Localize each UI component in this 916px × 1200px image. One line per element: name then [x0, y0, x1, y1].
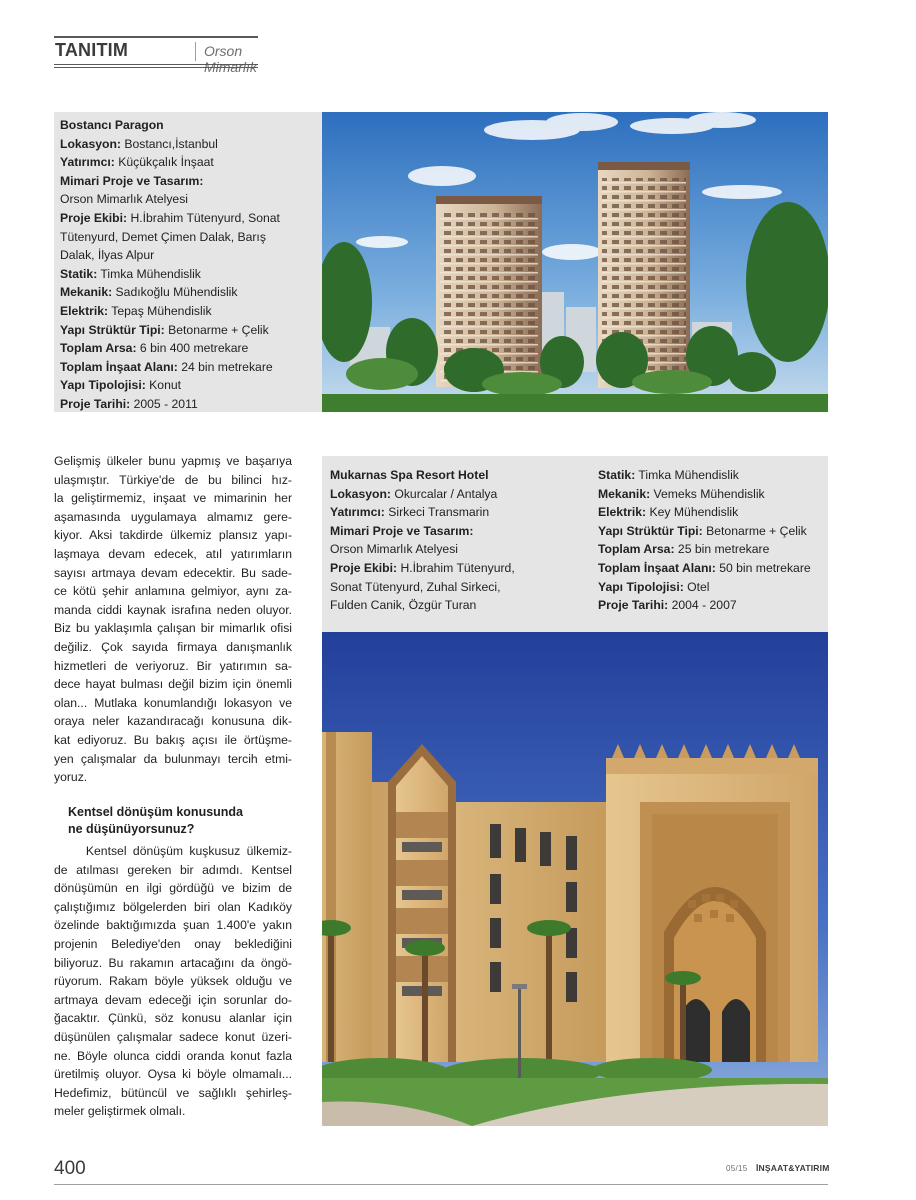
info-row [60, 395, 322, 414]
info-value: Tepaş Mühendislik [108, 303, 212, 318]
info-value: Key Mühendislik [646, 505, 739, 520]
info-label: Toplam Arsa: [598, 542, 675, 557]
magazine-name: İNŞAAT&YATIRIM [756, 1163, 830, 1173]
header-bottom-rule [54, 64, 258, 65]
text-line: kat ediyoruz. Bu bakış açısı ile örtüşme- [54, 732, 292, 747]
info-row [598, 596, 811, 615]
text-line: dönüşümün en ilgi gördüğü ve bizim de [54, 881, 292, 896]
info-label: Yapı Tipolojisi: [60, 378, 146, 393]
text-line: özelinde baktığımızda şuan 1.400'e yakın [54, 918, 292, 933]
text-line: meler geliştirmek olmalı. [54, 1104, 186, 1119]
info-value: 24 bin metrekare [177, 359, 273, 374]
interview-question [68, 804, 243, 838]
page-number: 400 [54, 1158, 86, 1179]
info-label: Toplam Arsa: [60, 341, 137, 356]
text-line: olan... Mutlaka konumlandığı lokasyon ve [54, 695, 292, 710]
info-label: Mimari Proje ve Tasarım: [330, 523, 474, 538]
text-line: sayısı artmaya devam edecektir. Bu sade- [54, 565, 292, 580]
info-label: Elektrik: [598, 505, 647, 520]
info-label: Proje Tarihi: [60, 396, 131, 411]
info-row [598, 503, 811, 522]
info-row [60, 246, 322, 265]
info-value: Betonarme + Çelik [164, 322, 269, 337]
text-line: dece hayat bulması değil bizim için önemli [54, 677, 292, 692]
project2-info-box [322, 456, 828, 632]
info-label: Lokasyon: [60, 136, 121, 151]
info-label: Yapı Strüktür Tipi: [60, 322, 165, 337]
article-paragraph-1 [54, 452, 292, 787]
info-label: Statik: [598, 468, 636, 482]
info-row [60, 209, 322, 228]
text-line: ne. Böyle olunca ciddi oranda konut fazla [54, 1048, 292, 1063]
info-value: H.İbrahim Tütenyurd, [397, 560, 515, 575]
info-value: Orson Mimarlık Atelyesi [60, 192, 188, 207]
info-label: Statik: [60, 266, 98, 281]
info-row [330, 596, 515, 615]
text-line: ce kötü şehir anlamına gelmiyor, aynı za- [54, 584, 292, 599]
text-line: düşünülen çalışmalar sadece konut üzeri- [54, 1029, 292, 1044]
info-row [330, 578, 515, 597]
text-line: manda ciddi kaynak israfına neden oluyor. [54, 602, 292, 617]
info-label: Mimari Proje ve Tasarım: [60, 173, 204, 188]
info-row [60, 153, 322, 172]
project1-name: Bostancı Paragon [60, 118, 164, 132]
text-line: Biz bu yaklaşımla çalışan bir mimarlık ofisi [54, 621, 292, 636]
info-row [60, 376, 322, 395]
info-row [598, 466, 811, 485]
info-row [598, 559, 811, 578]
text-line: Gelişmiş ülkeler bunu yapmış ve başarıya [54, 454, 292, 468]
text-line: rüyorum. Rakam böyle yüksek olduğu ve [54, 974, 292, 989]
info-value: Timka Mühendislik [635, 468, 739, 482]
info-row [60, 302, 322, 321]
text-line: değiliz. Çok sayıda firmaya danışmanlık [54, 639, 292, 654]
info-row [598, 578, 811, 597]
project2-photo [322, 632, 828, 1126]
info-label: Yapı Strüktür Tipi: [598, 523, 703, 538]
text-line: de atılması gereken bir adımdı. Kentsel [54, 862, 292, 877]
info-value: 6 bin 400 metrekare [136, 341, 249, 356]
info-label: Proje Tarihi: [598, 598, 669, 613]
text-line: biliyoruz. Bu rakamın artacağını da öngö- [54, 955, 292, 970]
info-value: Bostancı,İstanbul [120, 136, 218, 151]
info-row [330, 559, 515, 578]
info-label: Elektrik: [60, 303, 109, 318]
info-value: Sadıkoğlu Mühendislik [112, 285, 238, 300]
info-value: Küçükçalık İnşaat [114, 155, 214, 170]
project2-name: Mukarnas Spa Resort Hotel [330, 468, 489, 482]
info-row [330, 485, 515, 504]
info-value: Okurcalar / Antalya [390, 486, 498, 501]
info-row [60, 228, 322, 247]
info-value: Otel [683, 579, 710, 594]
text-line: oraya neler kazandıracağı konusuna dik- [54, 714, 292, 729]
text-line: laşmaya devam edecek, atıl yatırımların [54, 546, 292, 561]
project1-info-box [54, 112, 322, 412]
info-row [60, 190, 322, 209]
info-label: Toplam İnşaat Alanı: [598, 560, 716, 575]
info-row [60, 358, 322, 377]
info-label: Toplam İnşaat Alanı: [60, 359, 178, 374]
project2-column-1 [330, 466, 515, 615]
project1-photo [322, 112, 828, 412]
question-line-1: Kentsel dönüşüm konusunda [68, 805, 244, 819]
text-line: kiyor. Aksi takdirde ülkemiz plansız yapı- [54, 528, 292, 543]
info-row [598, 485, 811, 504]
info-value: 25 bin metrekare [674, 542, 770, 557]
info-value: Orson Mimarlık Atelyesi [330, 542, 458, 557]
text-line: ğacaktır. Çünkü, söz konusu alanlar için [54, 1011, 292, 1026]
info-value: 2004 - 2007 [668, 598, 737, 613]
info-value: Vemeks Mühendislik [650, 486, 765, 501]
info-row [330, 522, 515, 541]
text-line: Hedefimiz, bütüncül ve sağlıklı şehirleş- [54, 1085, 292, 1100]
text-line: hizmetleri de veriyoruz. Bir yatırımın sa- [54, 658, 292, 673]
info-value: Tütenyurd, Demet Çimen Dalak, Barış [60, 229, 266, 244]
info-label: Yatırımcı: [60, 155, 115, 170]
section-subtitle: Orson Mimarlık [204, 43, 257, 75]
text-line: la geliştirmemiz, inşaat ve mimarinin her [54, 491, 292, 506]
info-value: Betonarme + Çelik [702, 523, 807, 538]
text-line: artmaya devam edeceği için sorunlar do- [54, 992, 292, 1007]
project2-details-1 [330, 485, 515, 615]
info-value: 50 bin metrekare [715, 560, 811, 575]
article-paragraph-2 [54, 842, 292, 1121]
info-row [598, 540, 811, 559]
info-value: H.İbrahim Tütenyurd, Sonat [127, 210, 280, 225]
text-line: çalıştığımız bölgelerden biri olan Kadıköy [54, 899, 292, 914]
text-line: projenin Belediye'den onay beklediğini [54, 936, 292, 951]
text-line: aşamasında uygulamaya almamız gere- [54, 509, 292, 524]
header-top-rule [54, 36, 258, 38]
info-row [60, 135, 322, 154]
info-row [60, 265, 322, 284]
info-value: Dalak, İlyas Alpur [60, 248, 155, 263]
header-bottom-rule-2 [54, 67, 258, 68]
info-row [330, 503, 515, 522]
project1-details [60, 135, 322, 414]
text-line: yen çalışmalar da bulunmayı tercih etmi- [54, 751, 292, 766]
section-title: TANITIM [55, 40, 129, 60]
issue-number: 05/15 [726, 1164, 748, 1173]
info-row [60, 321, 322, 340]
info-row [60, 339, 322, 358]
info-row [60, 283, 322, 302]
info-value: Konut [145, 378, 182, 393]
text-line: üretilmiş oluyor. Oysa ki böyle olmamalı... [54, 1067, 292, 1082]
info-label: Proje Ekibi: [60, 210, 128, 225]
info-value: 2005 - 2011 [130, 396, 198, 411]
header-divider [195, 42, 196, 61]
info-row [598, 522, 811, 541]
info-value: Sirkeci Transmarin [384, 505, 490, 520]
text-line: yoruz. [54, 770, 88, 785]
info-label: Proje Ekibi: [330, 560, 398, 575]
section-header [54, 36, 258, 75]
info-label: Yapı Tipolojisi: [598, 579, 684, 594]
info-row [330, 540, 515, 559]
info-row [60, 172, 322, 191]
info-label: Mekanik: [60, 285, 113, 300]
info-value: Sonat Tütenyurd, Zuhal Sirkeci, [330, 579, 501, 594]
text-line: ulaşmıştır. Türkiye'de de bu bilinci hız- [54, 472, 292, 487]
project2-column-2 [598, 466, 811, 615]
text-line: Kentsel dönüşüm kuşkusuz ülkemiz- [54, 844, 292, 858]
info-label: Lokasyon: [330, 486, 391, 501]
info-value: Fulden Canik, Özgür Turan [330, 598, 477, 613]
info-value: Timka Mühendislik [97, 266, 201, 281]
question-line-2: ne düşünüyorsunuz? [68, 822, 195, 836]
info-label: Yatırımcı: [330, 505, 385, 520]
footer-rule [54, 1184, 828, 1185]
info-label: Mekanik: [598, 486, 651, 501]
